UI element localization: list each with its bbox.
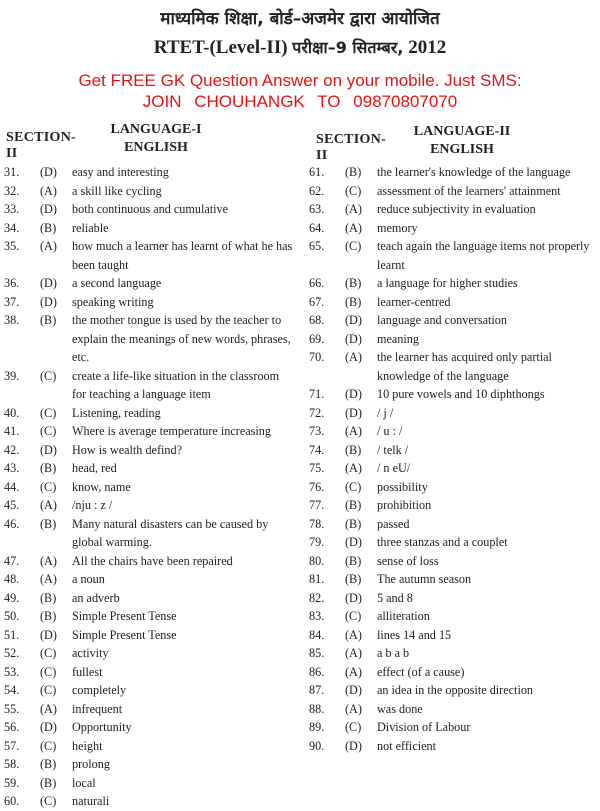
answer-row-64	[309, 219, 599, 238]
answer-text: assessment of the learners' attainment	[377, 183, 561, 198]
question-number: 49.	[4, 590, 20, 605]
answer-text: reliable	[72, 220, 109, 235]
answer-option: (A)	[40, 239, 57, 253]
answer-option: (A)	[345, 664, 362, 679]
answer-option: (D)	[345, 387, 362, 401]
answer-option: (A)	[345, 461, 362, 475]
answer-text: teach again the language items not properly learnt	[377, 239, 590, 272]
question-number: 47.	[4, 553, 20, 568]
answer-row-54	[4, 681, 294, 700]
answer-row-81	[309, 570, 599, 589]
answer-row-46	[4, 515, 294, 552]
question-number: 56.	[4, 720, 20, 734]
question-number: 38.	[4, 313, 20, 327]
answer-option: (D)	[345, 738, 362, 753]
question-number: 90.	[309, 738, 325, 753]
answer-row-36	[4, 274, 294, 293]
answer-row-48	[4, 570, 294, 589]
answer-text: infrequent	[72, 701, 123, 716]
answer-row-66	[309, 274, 599, 293]
answer-row-85	[309, 644, 599, 663]
left-subject-name: ENGLISH	[124, 140, 188, 155]
answer-row-67	[309, 293, 599, 312]
answer-option: (B)	[40, 461, 57, 475]
answer-row-44	[4, 478, 294, 497]
answer-row-74	[309, 441, 599, 460]
answer-text: height	[72, 738, 103, 753]
answer-text: Many natural disasters can be caused by global warming.	[72, 516, 269, 549]
answer-option: (B)	[40, 775, 57, 790]
question-number: 33.	[4, 202, 20, 216]
answer-row-60	[4, 792, 294, 811]
answer-row-57	[4, 737, 294, 756]
answer-option: (C)	[40, 794, 57, 808]
answer-row-43	[4, 459, 294, 478]
question-number: 35.	[4, 239, 20, 253]
answer-text: Simple Present Tense	[72, 609, 177, 623]
answer-text: Division of Labour	[377, 720, 471, 734]
answer-row-56	[4, 718, 294, 737]
answer-row-33	[4, 200, 294, 219]
answer-text: speaking writing	[72, 294, 154, 309]
answer-text: a b a b	[377, 646, 410, 660]
question-number: 41.	[4, 424, 20, 438]
promo-line-1: Get FREE GK Question Answer on your mobile. Just SMS:	[78, 71, 522, 90]
answer-row-73	[309, 422, 599, 441]
exam-title	[0, 36, 600, 59]
question-number: 45.	[4, 498, 20, 512]
right-section-label: SECTION-II	[316, 132, 387, 163]
answer-option: (D)	[40, 202, 57, 216]
answer-row-65	[309, 237, 599, 274]
question-number: 67.	[309, 294, 325, 309]
question-number: 52.	[4, 646, 20, 660]
answer-text: fullest	[72, 664, 103, 679]
answer-row-71	[309, 385, 599, 404]
promo-banner	[0, 70, 600, 112]
answer-row-72	[309, 404, 599, 423]
answer-option: (A)	[345, 424, 362, 438]
answer-text: create a life-like situation in the classroom for teaching a language item	[72, 368, 280, 401]
answer-option: (B)	[40, 220, 57, 235]
answer-text: Simple Present Tense	[72, 627, 177, 642]
answer-option: (B)	[345, 165, 362, 179]
answer-text: naturali	[72, 794, 110, 808]
answer-option: (C)	[40, 664, 57, 679]
answer-option: (A)	[345, 220, 362, 235]
answer-option: (B)	[40, 757, 57, 771]
answer-text: prolong	[72, 757, 110, 771]
right-answer-list	[309, 163, 599, 755]
answer-row-40	[4, 404, 294, 423]
exam-date-hindi: परीक्षा–9 सितम्बर,	[292, 38, 404, 57]
answer-text: meaning	[377, 331, 419, 346]
answer-text: /nju : z /	[72, 498, 113, 512]
answer-row-50	[4, 607, 294, 626]
answer-row-61	[309, 163, 599, 182]
question-number: 84.	[309, 627, 325, 642]
answer-row-37	[4, 293, 294, 312]
answer-row-83	[309, 607, 599, 626]
answer-row-63	[309, 200, 599, 219]
answer-option: (C)	[40, 646, 57, 660]
question-number: 59.	[4, 775, 20, 790]
answer-option: (B)	[345, 294, 362, 309]
question-number: 63.	[309, 202, 325, 216]
question-number: 66.	[309, 276, 325, 290]
answer-option: (C)	[40, 683, 57, 697]
answer-text: sense of loss	[377, 553, 439, 568]
answer-text: the learner has acquired only partial knowledge of the language	[377, 350, 552, 383]
question-number: 68.	[309, 313, 325, 327]
answer-option: (C)	[40, 368, 57, 383]
answer-row-31	[4, 163, 294, 182]
answer-option: (C)	[40, 738, 57, 753]
answer-row-68	[309, 311, 599, 330]
answer-row-39	[4, 367, 294, 404]
answer-option: (D)	[40, 276, 57, 290]
answer-option: (C)	[40, 405, 57, 420]
question-number: 86.	[309, 664, 325, 679]
question-number: 81.	[309, 572, 325, 586]
answer-option: (A)	[40, 553, 57, 568]
right-subject-name: ENGLISH	[430, 142, 494, 157]
answer-row-59	[4, 774, 294, 793]
answer-text: the mother tongue is used by the teacher to explain the meanings of new words, phrases, etc.	[72, 313, 291, 364]
answer-text: reduce subjectivity in evaluation	[377, 202, 536, 216]
question-number: 75.	[309, 461, 325, 475]
answer-row-55	[4, 700, 294, 719]
question-number: 76.	[309, 479, 325, 494]
answer-text: / telk /	[377, 442, 409, 457]
promo-line-2: JOIN CHOUHANGK TO 09870807070	[142, 92, 458, 111]
answer-row-84	[309, 626, 599, 645]
answer-text: language and conversation	[377, 313, 507, 327]
hindi-board-title: माध्यमिक शिक्षा, बोर्ड–अजमेर द्वारा आयोजित	[160, 9, 440, 29]
right-language-label	[402, 123, 522, 159]
answer-row-82	[309, 589, 599, 608]
answer-row-89	[309, 718, 599, 737]
answer-text: lines 14 and 15	[377, 627, 452, 642]
answer-option: (D)	[40, 442, 57, 457]
answer-row-79	[309, 533, 599, 552]
answer-row-87	[309, 681, 599, 700]
answer-option: (D)	[345, 331, 362, 346]
answer-option: (C)	[345, 609, 362, 623]
answer-text: effect (of a cause)	[377, 664, 465, 679]
answer-option: (A)	[345, 701, 362, 716]
answer-option: (C)	[40, 424, 57, 438]
answer-option: (A)	[345, 646, 362, 660]
answer-text: Listening, reading	[72, 405, 161, 420]
left-language-name: LANGUAGE-I	[110, 122, 202, 137]
question-number: 58.	[4, 757, 20, 771]
answer-row-76	[309, 478, 599, 497]
answer-text: head, red	[72, 461, 117, 475]
answer-option: (A)	[40, 498, 57, 512]
answer-row-34	[4, 219, 294, 238]
question-number: 48.	[4, 572, 20, 586]
question-number: 34.	[4, 220, 20, 235]
question-number: 89.	[309, 720, 325, 734]
exam-year: 2012	[408, 37, 447, 58]
question-number: 77.	[309, 498, 325, 512]
answer-row-58	[4, 755, 294, 774]
question-number: 60.	[4, 794, 20, 808]
answer-text: memory	[377, 220, 418, 235]
question-number: 87.	[309, 683, 325, 697]
answer-option: (B)	[345, 572, 362, 586]
answer-row-41	[4, 422, 294, 441]
answer-option: (A)	[40, 572, 57, 586]
answer-option: (D)	[40, 627, 57, 642]
answer-option: (D)	[345, 590, 362, 605]
answer-row-86	[309, 663, 599, 682]
question-number: 74.	[309, 442, 325, 457]
answer-row-90	[309, 737, 599, 756]
question-number: 85.	[309, 646, 325, 660]
exam-level: RTET-(Level-II)	[153, 37, 288, 58]
answer-option: (C)	[345, 479, 362, 494]
answer-option: (B)	[345, 553, 362, 568]
question-number: 50.	[4, 609, 20, 623]
answer-text: prohibition	[377, 498, 432, 512]
question-number: 37.	[4, 294, 20, 309]
answer-text: / u : /	[377, 424, 403, 438]
answer-option: (A)	[40, 701, 57, 716]
question-number: 88.	[309, 701, 325, 716]
answer-text: both continuous and cumulative	[72, 202, 229, 216]
answer-option: (C)	[345, 720, 362, 734]
question-number: 36.	[4, 276, 20, 290]
answer-text: know, name	[72, 479, 131, 494]
answer-option: (D)	[345, 535, 362, 549]
question-number: 78.	[309, 516, 325, 531]
question-number: 51.	[4, 627, 20, 642]
answer-option: (D)	[40, 165, 57, 179]
answer-row-62	[309, 182, 599, 201]
answer-row-45	[4, 496, 294, 515]
answer-option: (B)	[40, 313, 57, 327]
answer-row-38	[4, 311, 294, 367]
answer-text: an adverb	[72, 590, 120, 605]
question-number: 44.	[4, 479, 20, 494]
answer-text: All the chairs have been repaired	[72, 553, 233, 568]
answer-text: not efficient	[377, 738, 436, 753]
question-number: 31.	[4, 165, 20, 179]
answer-text: local	[72, 775, 96, 790]
answer-option: (B)	[345, 516, 362, 531]
answer-option: (C)	[345, 183, 362, 198]
question-number: 69.	[309, 331, 325, 346]
answer-text: 10 pure vowels and 10 diphthongs	[377, 387, 545, 401]
question-number: 57.	[4, 738, 20, 753]
question-number: 73.	[309, 424, 325, 438]
answer-row-70	[309, 348, 599, 385]
answer-row-69	[309, 330, 599, 349]
answer-option: (C)	[345, 239, 362, 253]
answer-text: a skill like cycling	[72, 183, 162, 198]
answer-option: (B)	[40, 516, 57, 531]
answer-option: (D)	[40, 720, 57, 734]
question-number: 71.	[309, 387, 325, 401]
answer-row-52	[4, 644, 294, 663]
question-number: 39.	[4, 368, 20, 383]
question-number: 43.	[4, 461, 20, 475]
question-number: 64.	[309, 220, 325, 235]
answer-text: three stanzas and a couplet	[377, 535, 508, 549]
answer-text: easy and interesting	[72, 165, 169, 179]
answer-option: (A)	[345, 202, 362, 216]
answer-text: how much a learner has learnt of what he has been taught	[72, 239, 293, 272]
answer-option: (A)	[40, 183, 57, 198]
answer-row-49	[4, 589, 294, 608]
question-number: 54.	[4, 683, 20, 697]
question-number: 80.	[309, 553, 325, 568]
answer-option: (D)	[345, 683, 362, 697]
question-number: 53.	[4, 664, 20, 679]
answer-text: 5 and 8	[377, 590, 413, 605]
answer-text: / j /	[377, 405, 394, 420]
question-number: 40.	[4, 405, 20, 420]
answer-row-51	[4, 626, 294, 645]
answer-text: the learner's knowledge of the language	[377, 165, 571, 179]
answer-row-47	[4, 552, 294, 571]
answer-text: The autumn season	[377, 572, 472, 586]
question-number: 32.	[4, 183, 20, 198]
question-number: 61.	[309, 165, 325, 179]
answer-option: (B)	[345, 442, 362, 457]
question-number: 42.	[4, 442, 20, 457]
answer-row-75	[309, 459, 599, 478]
answer-text: activity	[72, 646, 109, 660]
answer-text: alliteration	[377, 609, 430, 623]
answer-option: (D)	[345, 405, 362, 420]
answer-text: / n eU/	[377, 461, 411, 475]
answer-text: passed	[377, 516, 410, 531]
question-number: 79.	[309, 535, 325, 549]
question-number: 62.	[309, 183, 325, 198]
right-language-name: LANGUAGE-II	[413, 124, 511, 139]
question-number: 83.	[309, 609, 325, 623]
answer-row-77	[309, 496, 599, 515]
answer-text: a noun	[72, 572, 105, 586]
answer-option: (B)	[40, 590, 57, 605]
answer-text: an idea in the opposite direction	[377, 683, 534, 697]
answer-text: learner-centred	[377, 294, 451, 309]
answer-row-78	[309, 515, 599, 534]
answer-row-35	[4, 237, 294, 274]
answer-row-32	[4, 182, 294, 201]
question-number: 65.	[309, 239, 325, 253]
question-number: 55.	[4, 701, 20, 716]
question-number: 72.	[309, 405, 325, 420]
answer-option: (D)	[345, 313, 362, 327]
answer-option: (A)	[345, 627, 362, 642]
answer-text: How is wealth defind?	[72, 442, 182, 457]
answer-option: (B)	[40, 609, 57, 623]
answer-option: (D)	[40, 294, 57, 309]
answer-option: (C)	[40, 479, 57, 494]
answer-option: (A)	[345, 350, 362, 364]
answer-option: (B)	[345, 276, 362, 290]
answer-row-88	[309, 700, 599, 719]
answer-text: a second language	[72, 276, 162, 290]
left-answer-list	[4, 163, 294, 811]
question-number: 70.	[309, 350, 325, 364]
answer-text: was done	[377, 701, 423, 716]
answer-text: a language for higher studies	[377, 276, 518, 290]
left-section-label: SECTION-II	[6, 130, 77, 161]
answer-text: completely	[72, 683, 127, 697]
answer-text: possibility	[377, 479, 428, 494]
answer-text: Where is average temperature increasing	[72, 424, 271, 438]
answer-text: Opportunity	[72, 720, 132, 734]
answer-row-80	[309, 552, 599, 571]
question-number: 82.	[309, 590, 325, 605]
question-number: 46.	[4, 516, 20, 531]
left-language-label	[96, 121, 216, 157]
answer-row-42	[4, 441, 294, 460]
answer-option: (B)	[345, 498, 362, 512]
answer-row-53	[4, 663, 294, 682]
